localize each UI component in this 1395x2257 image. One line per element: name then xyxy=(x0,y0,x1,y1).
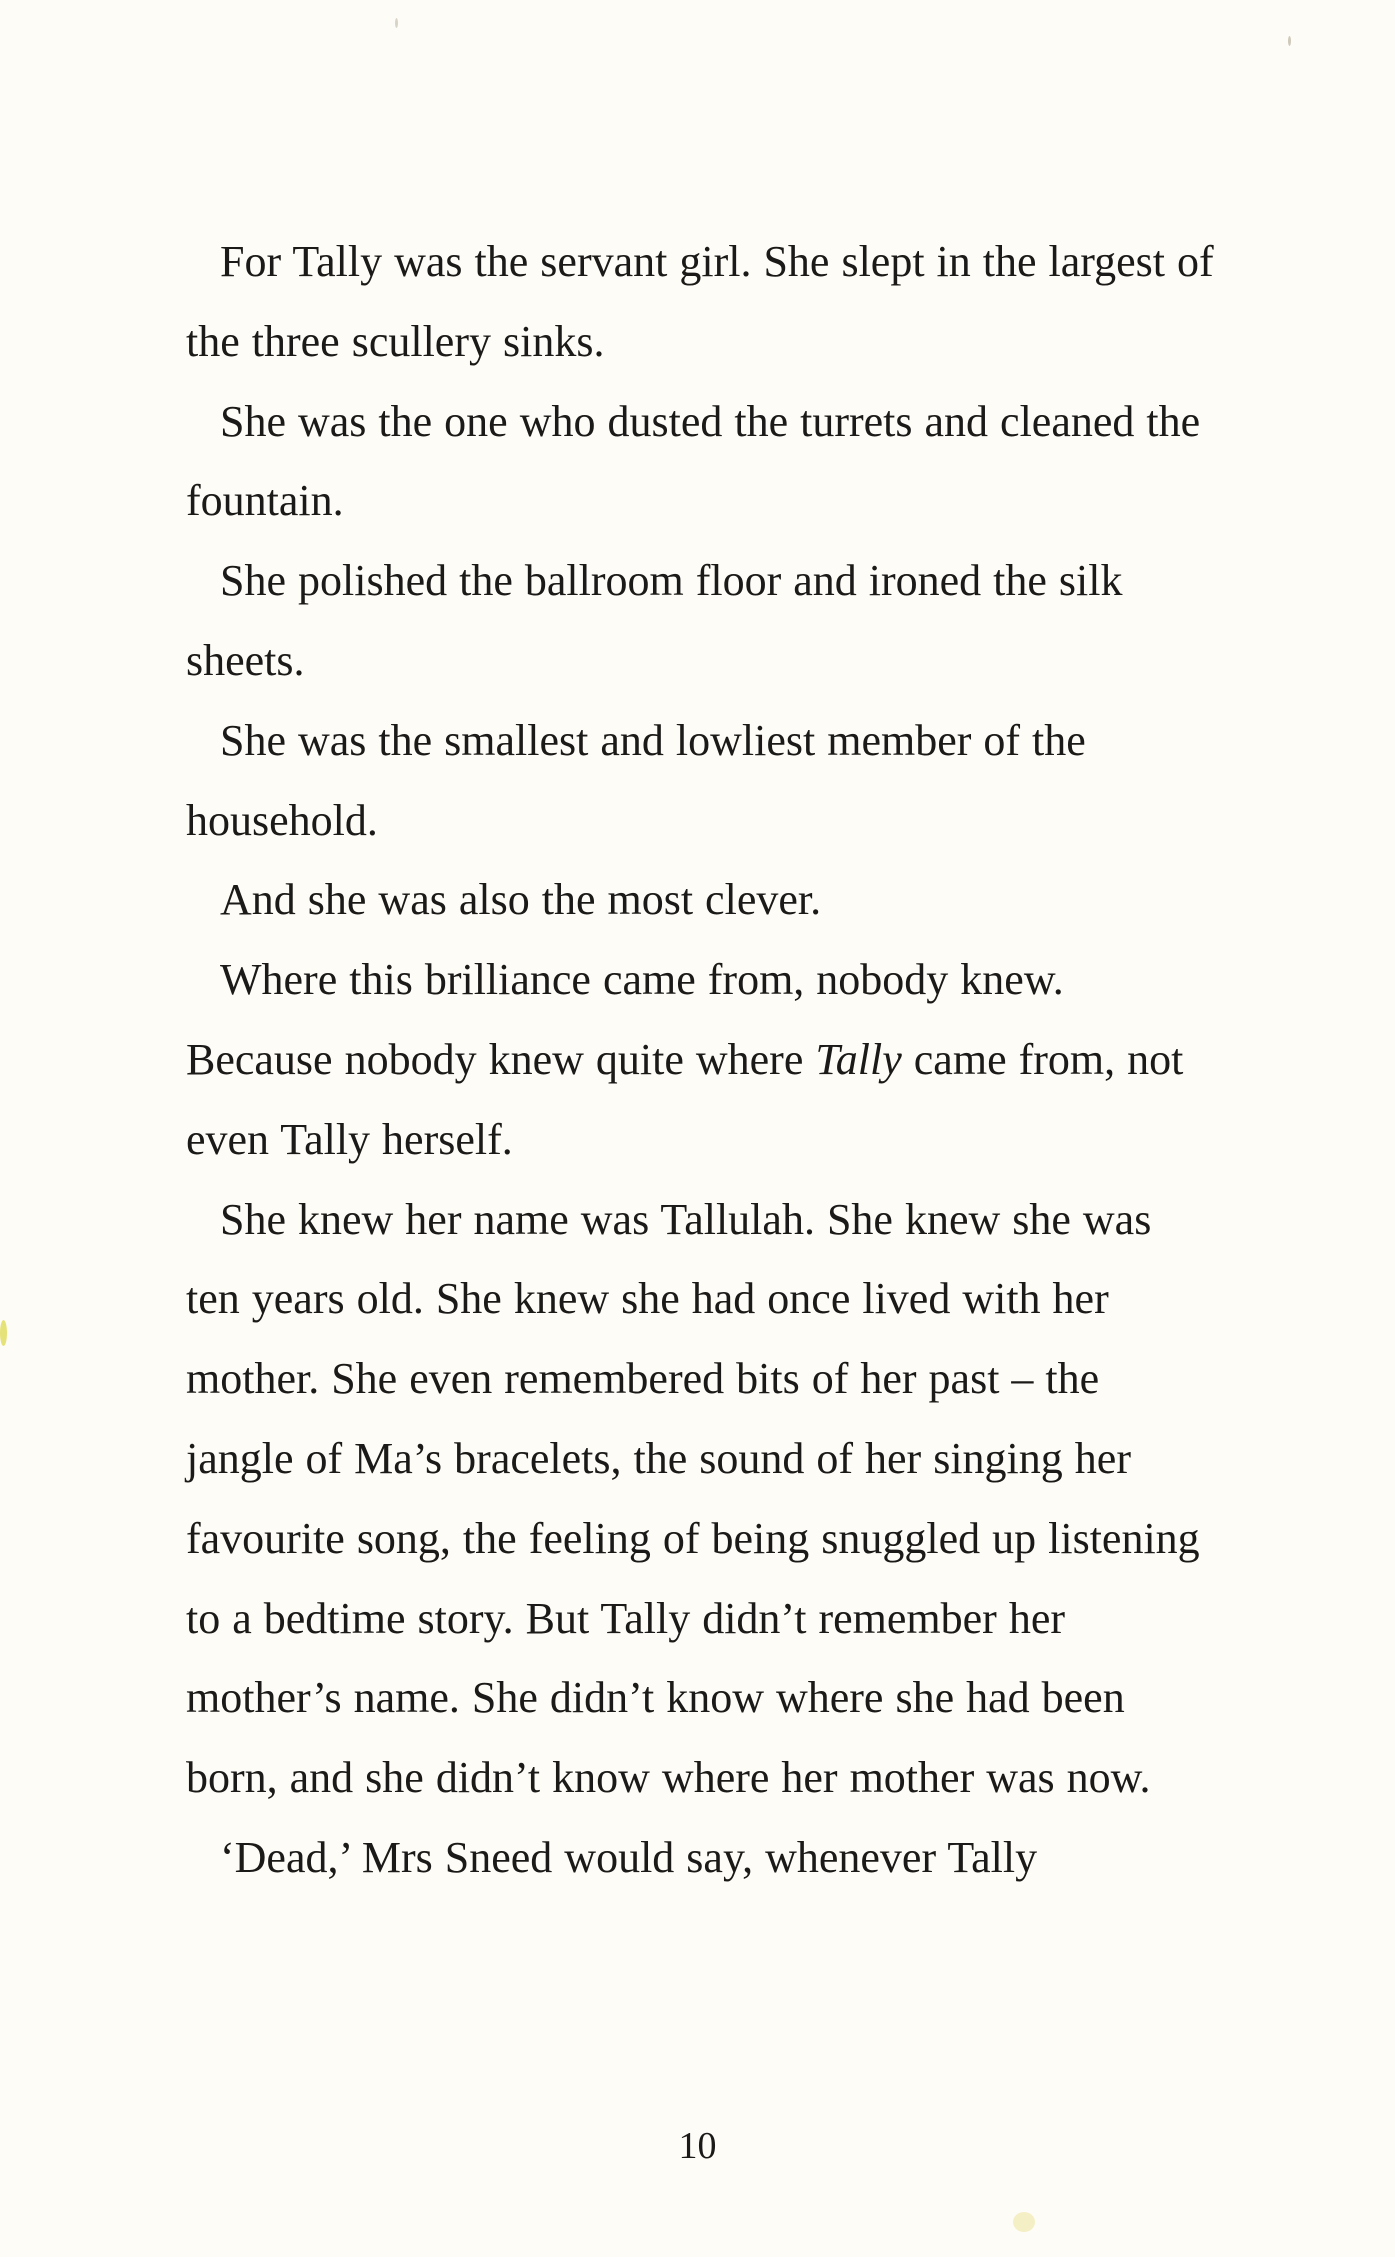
page-number: 10 xyxy=(678,2125,717,2167)
body-text xyxy=(186,222,1216,1898)
paper-speck xyxy=(1288,36,1291,46)
paragraph-3: She polished the ballroom floor and ironed the silk sheets. xyxy=(186,556,1123,685)
paragraph-7-start: Because nobody knew quite where xyxy=(186,1034,816,1084)
paragraph-8: She knew her name was Tallulah. She knew she was ten years old. She knew she had once lived with her mother. She even remembered bits of her past – the jangle of Ma’s bracelets, the sound of her singing her favourite song, the feeling of being snuggled up listening to a bedtime story. But Tally didn’t remember her mother’s name. She didn’t know where she had been born, and she didn’t know where her mother was now. xyxy=(186,1194,1200,1803)
paragraph-6: Where this brilliance came from, nobody knew. xyxy=(220,955,1064,1005)
paper-speck xyxy=(395,18,398,28)
paragraph-7-end: came from, not even Tally herself. xyxy=(186,1034,1184,1164)
paragraph-4: She was the smallest and lowliest member of the household. xyxy=(186,715,1086,845)
italic-name: Tally xyxy=(815,1034,902,1084)
paragraph-2: She was the one who dusted the turrets and cleaned the fountain. xyxy=(186,396,1201,526)
paper-speck xyxy=(1013,2212,1035,2232)
paper-speck xyxy=(0,1320,7,1346)
paragraph-1: For Tally was the servant girl. She slept in the largest of the three scullery sinks. xyxy=(186,237,1214,366)
paragraph-7 xyxy=(186,1020,1216,1180)
paragraph-9: ‘Dead,’ Mrs Sneed would say, whenever Tally xyxy=(220,1832,1038,1882)
paragraph-5: And she was also the most clever. xyxy=(220,875,822,925)
